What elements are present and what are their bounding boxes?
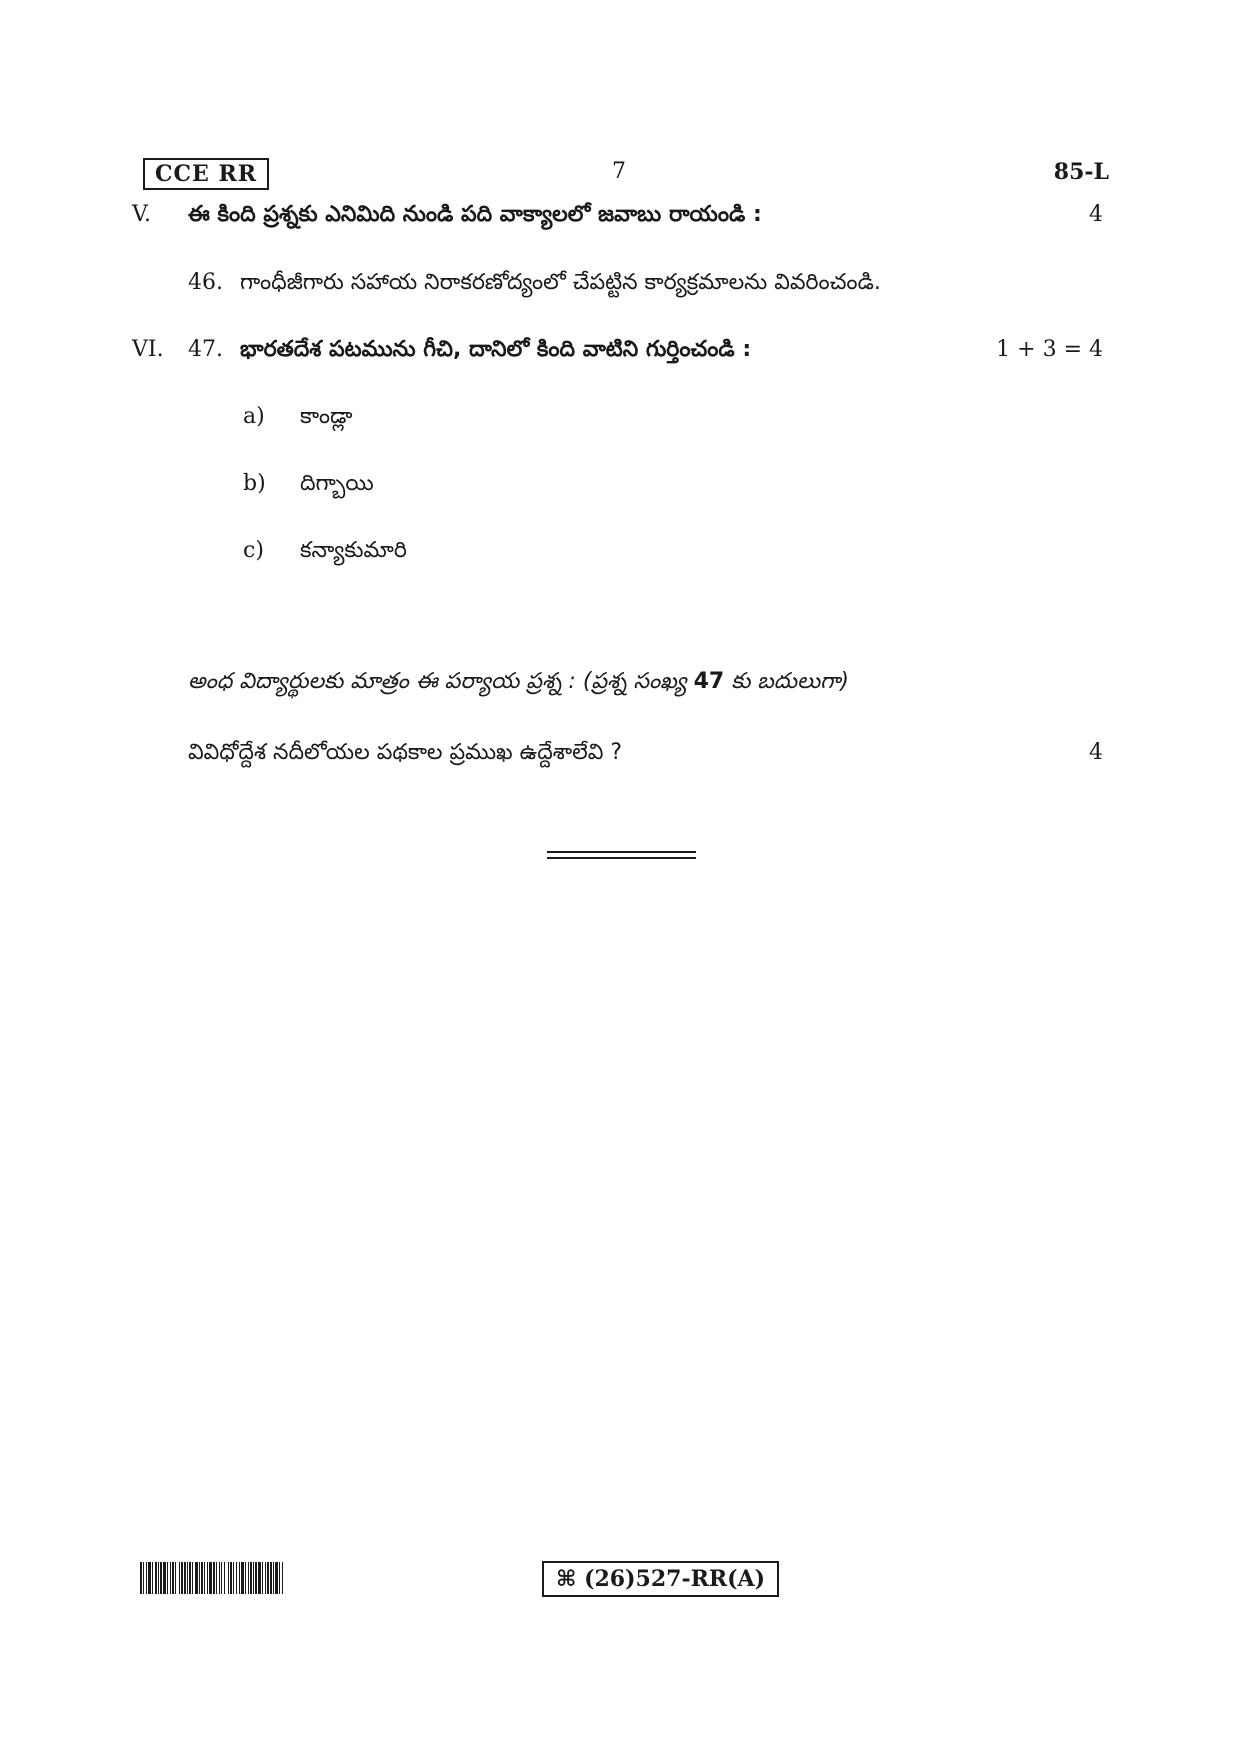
alternative-question-text: వివిధోద్దేశ నదీలోయల పథకాల ప్రముఖ ఉద్దేశాలేవి ?	[188, 740, 623, 765]
paper-code: 85-L	[1053, 159, 1109, 185]
section-vi-numeral: VI.	[132, 337, 164, 362]
question-46-text: గాంధీజీగారు సహాయ నిరాకరణోద్యంలో చేపట్టిన కార్యక్రమాలను వివరించండి.	[240, 270, 881, 295]
option-a-label: a)	[243, 404, 265, 429]
footer-code-text: (26)527-RR(A)	[584, 1566, 766, 1592]
question-47-number: 47.	[188, 337, 223, 362]
question-47-text: భారతదేశ పటమును గీచి, దానిలో కింది వాటిని గుర్తించండి :	[240, 337, 752, 362]
page-number: 7	[612, 159, 626, 184]
command-symbol-icon: ⌘	[556, 1566, 577, 1592]
series-box: CCE RR	[143, 158, 269, 190]
section-v-numeral: V.	[132, 202, 152, 227]
alternative-heading-number: 47	[693, 669, 725, 694]
question-47-marks: 1 + 3 = 4	[996, 337, 1103, 362]
footer-code-box	[542, 1561, 779, 1597]
option-b-label: b)	[243, 471, 266, 496]
end-rule-bottom	[547, 857, 696, 859]
alternative-question-marks: 4	[1089, 740, 1103, 765]
option-c-text: కన్యాకుమారి	[300, 538, 407, 563]
alternative-heading-after: కు బదులుగా)	[731, 669, 850, 694]
barcode	[140, 1562, 384, 1594]
section-v-instruction: ఈ కింది ప్రశ్నకు ఎనిమిది నుండి పది వాక్యాలలో జవాబు రాయండి :	[188, 202, 762, 227]
alternative-heading-before: అంధ విద్యార్థులకు మాత్రం ఈ పర్యాయ ప్రశ్న : (ప్రశ్న సంఖ్య	[188, 669, 687, 694]
option-a-text: కాండ్లా	[300, 404, 353, 429]
option-c-label: c)	[243, 538, 264, 563]
option-b-text: దిగ్బాయి	[300, 471, 374, 496]
section-v-marks: 4	[1089, 202, 1103, 227]
end-rule-top	[547, 851, 696, 853]
alternative-heading	[188, 667, 849, 697]
question-46-number: 46.	[188, 270, 223, 295]
